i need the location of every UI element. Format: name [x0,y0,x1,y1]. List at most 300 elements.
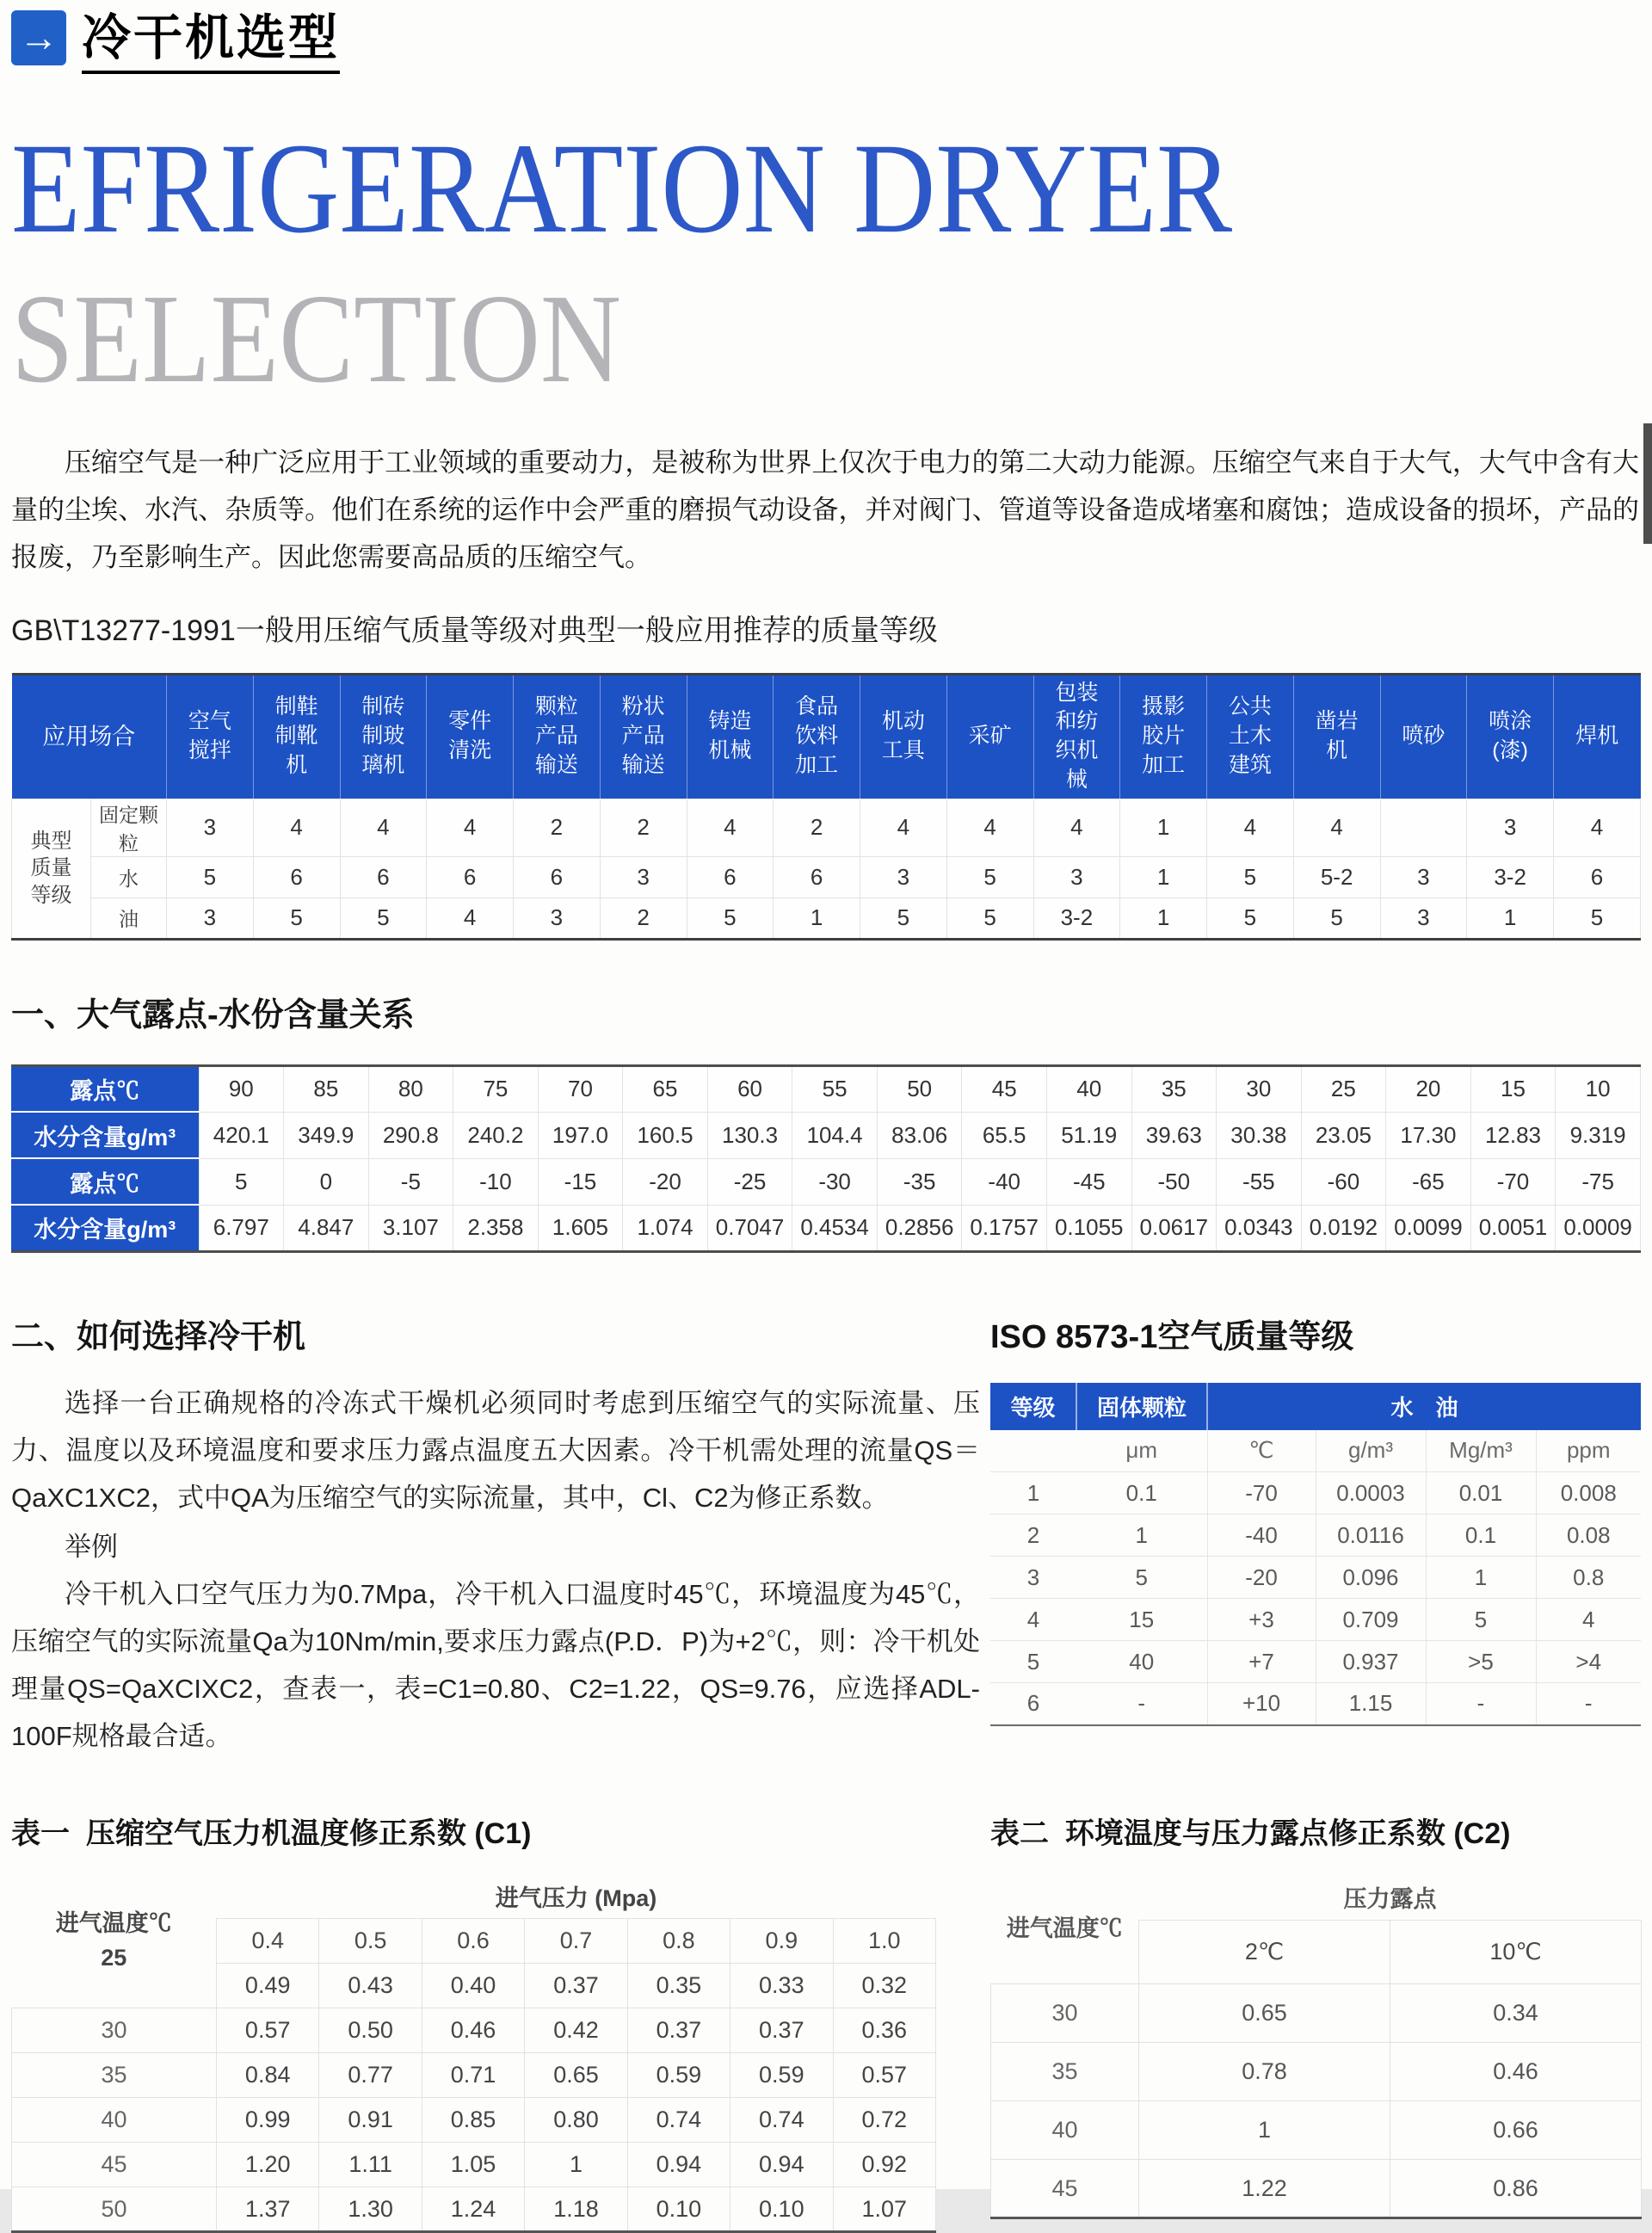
c1-value-cell: 1.24 [422,2187,524,2232]
iso-value-cell: 0.08 [1536,1514,1641,1557]
gb-value-cell: 6 [774,856,860,898]
dew-data-row [11,1158,1641,1205]
dew-value-cell: 0.0192 [1301,1205,1386,1251]
c1-value-cell: 0.59 [730,2053,833,2098]
dew-value-cell: 0.0051 [1470,1205,1556,1251]
iso-value-cell: 1 [1076,1514,1207,1557]
dew-value-cell: 70 [538,1065,623,1112]
dew-value-cell: 3.107 [368,1205,453,1251]
iso-value-cell: 3 [990,1557,1076,1599]
c1-correction-table [11,1874,936,2233]
iso-value-cell: 1.15 [1316,1683,1426,1725]
iso-unit-cell: μm [1076,1430,1207,1472]
c1-temp-cell: 50 [12,2187,217,2232]
selection-paragraph: 选择一台正确规格的冷冻式干燥机必须同时考虑到压缩空气的实际流量、压力、温度以及环境温度和要求压力露点温度五大因素。冷干机需处理的流量QS＝QaXC1XC2，式中QA为压缩空气的实际流量，其中，Cl、C2为修正系数。 [11,1387,980,1513]
intro-paragraph: 压缩空气是一种广泛应用于工业领域的重要动力，是被称为世界上仅次于电力的第二大动力能源。压缩空气来自于大气，大气中含有大量的尘埃、水汽、杂质等。他们在系统的运作中会严重的磨损气动设备，并对阀门、管道等设备造成堵塞和腐蚀；造成设备的损坏，产品的报废，乃至影响生产。因此您需要高品质的压缩空气。 [11,447,1639,572]
dew-value-cell: 197.0 [538,1112,623,1158]
gb-value-cell: 3 [1467,799,1554,856]
gb-data-row [12,856,1641,898]
c1-value-cell: 0.36 [833,2008,935,2053]
title-english-sub: SELECTION [11,268,622,410]
c1-value-cell: 0.72 [833,2098,935,2143]
iso-air-quality-table [990,1383,1641,1726]
dewpoint-moisture-table [11,1064,1641,1253]
gb-value-cell: 1 [1120,856,1207,898]
iso-data-row [990,1514,1641,1557]
gb-value-cell: 4 [253,799,340,856]
gb-value-cell: 4 [1207,799,1294,856]
gb-value-cell: 6 [1554,856,1641,898]
dew-value-cell: -15 [538,1158,623,1205]
gb-data-row [12,898,1641,939]
c1-corner-label: 进气温度℃ [55,1909,172,1936]
gb-value-cell: 5 [1554,898,1641,939]
c1-value-cell: 0.59 [627,2053,730,2098]
c1-band-label: 进气压力 (Mpa) [217,1874,936,1919]
iso-value-cell: 0.1 [1076,1472,1207,1514]
c1-value-cell: 1.07 [833,2187,935,2232]
dew-value-cell: -60 [1301,1158,1386,1205]
gb-value-cell [1380,799,1467,856]
iso-value-cell: +7 [1207,1641,1316,1683]
dew-value-cell: 51.19 [1046,1112,1131,1158]
c2-value-cell: 0.78 [1139,2043,1390,2101]
example-paragraph: 冷干机入口空气压力为0.7Mpa，冷干机入口温度时45℃，环境温度为45℃，压缩空气的实际流量Qa为10Nm/min,要求压力露点(P.D．P)为+2℃，则：冷干机处理量QS=QaXCIXC2，查表一，表=C1=0.80、C2=1.22，QS=9.76，应选择ADL-100F规格最合适。 [11,1578,980,1751]
gb-column-header: 食品饮料加工 [774,674,860,799]
gb-value-cell: 3 [860,856,947,898]
gb-column-header: 焊机 [1554,674,1641,799]
iso-value-cell: 0.096 [1316,1557,1426,1599]
dew-value-cell: 15 [1470,1065,1556,1112]
iso-value-cell: +10 [1207,1683,1316,1725]
c1-corner-temp: 25 [101,1945,127,1971]
gb-value-cell: 5 [1207,898,1294,939]
dew-value-cell: 2.358 [453,1205,539,1251]
c1-table-title: 表一 压缩空气压力机温度修正系数 (C1) [11,1817,532,1850]
c1-value-cell: 0.46 [422,2008,524,2053]
dew-data-row [11,1112,1641,1158]
dew-value-cell: -40 [962,1158,1047,1205]
gb-quality-grade-table [11,673,1641,941]
iso-value-cell: 0.8 [1536,1557,1641,1599]
c2-temp-cell: 40 [991,2101,1139,2160]
iso-value-cell: -40 [1207,1514,1316,1557]
c2-data-row [991,2160,1642,2218]
dew-value-cell: -30 [792,1158,878,1205]
c1-value-cell: 0.94 [627,2143,730,2187]
iso-data-row [990,1557,1641,1599]
dew-value-cell: 12.83 [1470,1112,1556,1158]
dew-value-cell: 55 [792,1065,878,1112]
c1-data-row [12,2098,936,2143]
c2-temp-cell: 35 [991,2043,1139,2101]
gb-column-header: 制砖制玻璃机 [340,674,427,799]
iso-value-cell: -70 [1207,1472,1316,1514]
dew-value-cell: 9.319 [1556,1112,1641,1158]
c1-corner-cell [12,1874,217,2008]
c2-data-row [991,1984,1642,2043]
gb-value-cell: 4 [687,799,774,856]
iso-unit-cell: g/m³ [1316,1430,1426,1472]
dew-data-row [11,1205,1641,1251]
c1-value-cell: 1.30 [319,2187,422,2232]
dew-value-cell: 85 [284,1065,369,1112]
dew-value-cell: -55 [1217,1158,1302,1205]
gb-value-cell: 2 [774,799,860,856]
dew-data-row [11,1065,1641,1112]
c2-value-cell: 1 [1139,2101,1390,2160]
c1-value-cell: 0.91 [319,2098,422,2143]
c1-data-row [12,2008,936,2053]
dew-value-cell: -45 [1046,1158,1131,1205]
iso-header-water-oil: 水 油 [1207,1383,1641,1430]
c1-pressure-cell: 0.5 [319,1919,422,1964]
c1-value-cell: 0.43 [319,1964,422,2008]
dew-row-label: 水分含量g/m³ [11,1112,199,1158]
dew-value-cell: 83.06 [877,1112,962,1158]
c1-pressure-cell: 0.4 [217,1919,319,1964]
c1-value-cell: 0.10 [730,2187,833,2232]
gb-column-header: 摄影胶片加工 [1120,674,1207,799]
dew-value-cell: 240.2 [453,1112,539,1158]
gb-column-header: 零件清洗 [427,674,514,799]
gb-column-header: 喷涂(漆) [1467,674,1554,799]
dew-value-cell: 5 [199,1158,284,1205]
dew-value-cell: -25 [707,1158,792,1205]
c1-data-row [12,2187,936,2232]
dew-value-cell: 6.797 [199,1205,284,1251]
c2-dewpoint-cell: 2℃ [1139,1921,1390,1984]
dew-value-cell: 45 [962,1065,1047,1112]
c1-pressure-cell: 0.9 [730,1919,833,1964]
iso-value-cell: 0.1 [1426,1514,1536,1557]
dew-value-cell: 30.38 [1217,1112,1302,1158]
iso-units-row [990,1430,1641,1472]
iso-value-cell: 0.0116 [1316,1514,1426,1557]
dew-value-cell: 130.3 [707,1112,792,1158]
c1-pressure-cell: 0.7 [525,1919,627,1964]
c2-data-row [991,2043,1642,2101]
iso-value-cell: 5 [1426,1599,1536,1641]
iso-value-cell: 0.937 [1316,1641,1426,1683]
gb-value-cell: 4 [1293,799,1380,856]
gb-column-header: 凿岩机 [1293,674,1380,799]
gb-value-cell: 6 [514,856,601,898]
gb-value-cell: 5 [946,898,1033,939]
dew-value-cell: 0.0343 [1217,1205,1302,1251]
selection-section [11,1310,1641,1760]
c1-pressure-cell: 0.8 [627,1919,730,1964]
gb-value-cell: 3-2 [1033,898,1120,939]
example-label: 举例 [65,1531,118,1562]
dew-value-cell: 25 [1301,1065,1386,1112]
c1-value-cell: 1.37 [217,2187,319,2232]
gb-value-cell: 4 [1033,799,1120,856]
dew-value-cell: 0.1055 [1046,1205,1131,1251]
iso-value-cell: 2 [990,1514,1076,1557]
c1-value-cell: 1.05 [422,2143,524,2187]
iso-value-cell: >4 [1536,1641,1641,1683]
iso-unit-cell-empty [990,1430,1076,1472]
iso-value-cell: 4 [1536,1599,1641,1641]
gb-column-header: 机动工具 [860,674,947,799]
gb-value-cell: 5 [946,856,1033,898]
gb-column-header: 颗粒产品输送 [514,674,601,799]
gb-value-cell: 3 [1033,856,1120,898]
c1-value-cell: 0.35 [627,1964,730,2008]
dew-value-cell: 65.5 [962,1112,1047,1158]
gb-value-cell: 6 [253,856,340,898]
dew-value-cell: 0.0099 [1386,1205,1471,1251]
iso-value-cell: 40 [1076,1641,1207,1683]
dew-value-cell: 4.847 [284,1205,369,1251]
iso-column [990,1310,1641,1760]
gb-value-cell: 1 [1120,799,1207,856]
section1-title: 一、大气露点-水份含量关系 [11,996,415,1033]
page-title: 冷干机选型 [82,10,340,74]
gb-value-cell: 2 [514,799,601,856]
dew-value-cell: 60 [707,1065,792,1112]
c1-value-cell: 0.37 [525,1964,627,2008]
iso-data-row [990,1599,1641,1641]
dew-value-cell: 160.5 [623,1112,708,1158]
iso-header-grade: 等级 [990,1383,1076,1430]
iso-table-title: ISO 8573-1空气质量等级 [990,1318,1354,1355]
iso-value-cell: 6 [990,1683,1076,1725]
gb-column-header: 喷砂 [1380,674,1467,799]
dew-value-cell: 30 [1217,1065,1302,1112]
iso-value-cell: >5 [1426,1641,1536,1683]
page-header [11,5,1641,74]
dew-value-cell: -5 [368,1158,453,1205]
c1-value-cell: 0.71 [422,2053,524,2098]
gb-value-cell: 3 [600,856,687,898]
iso-unit-cell: ppm [1536,1430,1641,1472]
c1-value-cell: 0.10 [627,2187,730,2232]
gb-data-row [12,799,1641,856]
iso-data-row [990,1641,1641,1683]
c2-temp-cell: 45 [991,2160,1139,2218]
iso-header-row [990,1383,1641,1430]
c1-value-cell: 1 [525,2143,627,2187]
gb-column-header: 粉状产品输送 [600,674,687,799]
c1-value-cell: 0.94 [730,2143,833,2187]
c1-band-row [12,1874,936,1919]
c2-dewpoint-cell: 10℃ [1390,1921,1642,1984]
gb-value-cell: 2 [600,898,687,939]
c1-value-cell: 0.84 [217,2053,319,2098]
c1-value-cell: 0.74 [730,2098,833,2143]
dew-value-cell: 39.63 [1131,1112,1217,1158]
dew-value-cell: -20 [623,1158,708,1205]
iso-header-solid: 固体颗粒 [1076,1383,1207,1430]
dew-value-cell: 35 [1131,1065,1217,1112]
gb-value-cell: 4 [1554,799,1641,856]
iso-value-cell: 0.008 [1536,1472,1641,1514]
gb-value-cell: 4 [427,799,514,856]
iso-value-cell: 15 [1076,1599,1207,1641]
gb-column-header: 包装和纺织机械 [1033,674,1120,799]
c2-value-cell: 0.86 [1390,2160,1642,2218]
gb-value-cell: 5 [167,856,254,898]
iso-data-row [990,1683,1641,1725]
c2-value-cell: 0.65 [1139,1984,1390,2043]
gb-value-cell: 4 [340,799,427,856]
section2-title: 二、如何选择冷干机 [11,1318,306,1355]
scan-edge-artifact [1643,423,1652,544]
correction-tables-section [11,1810,1641,2233]
iso-value-cell: - [1536,1683,1641,1725]
gb-column-header: 空气搅拌 [167,674,254,799]
gb-value-cell: 6 [687,856,774,898]
gb-column-header: 制鞋制靴机 [253,674,340,799]
dew-value-cell: 0.4534 [792,1205,878,1251]
dew-value-cell: 50 [877,1065,962,1112]
iso-value-cell: 1 [990,1472,1076,1514]
gb-value-cell: 5 [340,898,427,939]
c1-value-cell: 1.18 [525,2187,627,2232]
c2-temp-cell: 30 [991,1984,1139,2043]
c2-corner-cell: 进气温度℃ [991,1874,1139,1984]
gb-value-cell: 3 [1380,856,1467,898]
c1-value-cell: 0.33 [730,1964,833,2008]
c1-value-cell: 0.37 [730,2008,833,2053]
c1-value-cell: 0.99 [217,2098,319,2143]
c1-value-cell: 0.32 [833,1964,935,2008]
gb-value-cell: 3-2 [1467,856,1554,898]
how-to-select-column [11,1310,980,1760]
c1-value-cell: 0.57 [833,2053,935,2098]
iso-value-cell: 5 [990,1641,1076,1683]
gb-value-cell: 5-2 [1293,856,1380,898]
dew-value-cell: -70 [1470,1158,1556,1205]
dew-value-cell: -35 [877,1158,962,1205]
c2-band-row [991,1874,1642,1921]
gb-value-cell: 1 [774,898,860,939]
c1-data-row [12,2053,936,2098]
gb-row-label: 油 [91,898,167,939]
dew-value-cell: 0.1757 [962,1205,1047,1251]
gb-value-cell: 6 [340,856,427,898]
dew-value-cell: 40 [1046,1065,1131,1112]
dew-value-cell: 104.4 [792,1112,878,1158]
c1-value-cell: 0.80 [525,2098,627,2143]
iso-value-cell: 0.0003 [1316,1472,1426,1514]
dew-value-cell: 1.074 [623,1205,708,1251]
iso-value-cell: 1 [1426,1557,1536,1599]
dew-value-cell: 0.2856 [877,1205,962,1251]
gb-value-cell: 1 [1120,898,1207,939]
dew-value-cell: 65 [623,1065,708,1112]
gb-value-cell: 5 [1293,898,1380,939]
dew-value-cell: 290.8 [368,1112,453,1158]
c2-table-title: 表二 环境温度与压力露点修正系数 (C2) [990,1817,1511,1850]
gb-value-cell: 5 [687,898,774,939]
gb-value-cell: 3 [167,898,254,939]
c2-band-label: 压力露点 [1139,1874,1642,1921]
c1-temp-cell: 45 [12,2143,217,2187]
iso-value-cell: -20 [1207,1557,1316,1599]
c1-data-row [12,2143,936,2187]
gb-value-cell: 5 [1207,856,1294,898]
iso-unit-cell: ℃ [1207,1430,1316,1472]
gb-value-cell: 5 [860,898,947,939]
gb-corner-header: 应用场合 [12,674,167,799]
c1-value-cell: 0.92 [833,2143,935,2187]
gb-column-header: 公共土木建筑 [1207,674,1294,799]
c2-correction-table [990,1874,1642,2220]
gb-header-row [12,674,1641,799]
gb-value-cell: 6 [427,856,514,898]
iso-value-cell: - [1076,1683,1207,1725]
c2-data-row [991,2101,1642,2160]
c1-value-cell: 1.20 [217,2143,319,2187]
iso-value-cell: 5 [1076,1557,1207,1599]
dew-value-cell: 17.30 [1386,1112,1471,1158]
c1-value-cell: 0.85 [422,2098,524,2143]
c1-column [11,1810,936,2233]
gb-value-cell: 4 [946,799,1033,856]
c2-value-cell: 0.66 [1390,2101,1642,2160]
c1-temp-cell: 35 [12,2053,217,2098]
dew-value-cell: 1.605 [538,1205,623,1251]
gb-value-cell: 5 [253,898,340,939]
c1-pressure-cell: 1.0 [833,1919,935,1964]
dew-row-label: 水分含量g/m³ [11,1205,199,1251]
c1-value-cell: 0.37 [627,2008,730,2053]
iso-value-cell: - [1426,1683,1536,1725]
gb-row-group-label: 典型质量等级 [12,799,91,939]
gb-value-cell: 4 [427,898,514,939]
iso-value-cell: +3 [1207,1599,1316,1641]
c1-value-cell: 1.11 [319,2143,422,2187]
dew-value-cell: 0.0009 [1556,1205,1641,1251]
title-english-main: EFRIGERATION DRYER [11,116,1233,260]
dew-value-cell: 349.9 [284,1112,369,1158]
gb-column-header: 铸造机械 [687,674,774,799]
iso-value-cell: 4 [990,1599,1076,1641]
c2-value-cell: 1.22 [1139,2160,1390,2218]
c2-value-cell: 0.46 [1390,2043,1642,2101]
dew-value-cell: 80 [368,1065,453,1112]
c1-pressure-cell: 0.6 [422,1919,524,1964]
dew-value-cell: -50 [1131,1158,1217,1205]
c2-column [990,1810,1641,2233]
gb-value-cell: 3 [1380,898,1467,939]
gb-row-label: 水 [91,856,167,898]
dew-value-cell: -10 [453,1158,539,1205]
dew-value-cell: 90 [199,1065,284,1112]
dew-value-cell: 0 [284,1158,369,1205]
c1-value-cell: 0.42 [525,2008,627,2053]
c2-value-cell: 0.34 [1390,1984,1642,2043]
dew-value-cell: 75 [453,1065,539,1112]
gb-column-header: 采矿 [946,674,1033,799]
c1-temp-cell: 30 [12,2008,217,2053]
dew-row-label: 露点℃ [11,1158,199,1205]
arrow-icon: → [11,10,66,65]
c1-value-cell: 0.49 [217,1964,319,2008]
gb-row-label: 固定颗粒 [91,799,167,856]
iso-data-row [990,1472,1641,1514]
c1-value-cell: 0.57 [217,2008,319,2053]
iso-value-cell: 0.709 [1316,1599,1426,1641]
dew-value-cell: -65 [1386,1158,1471,1205]
c1-value-cell: 0.77 [319,2053,422,2098]
gb-value-cell: 3 [514,898,601,939]
iso-unit-cell: Mg/m³ [1426,1430,1536,1472]
dew-value-cell: 0.0617 [1131,1205,1217,1251]
